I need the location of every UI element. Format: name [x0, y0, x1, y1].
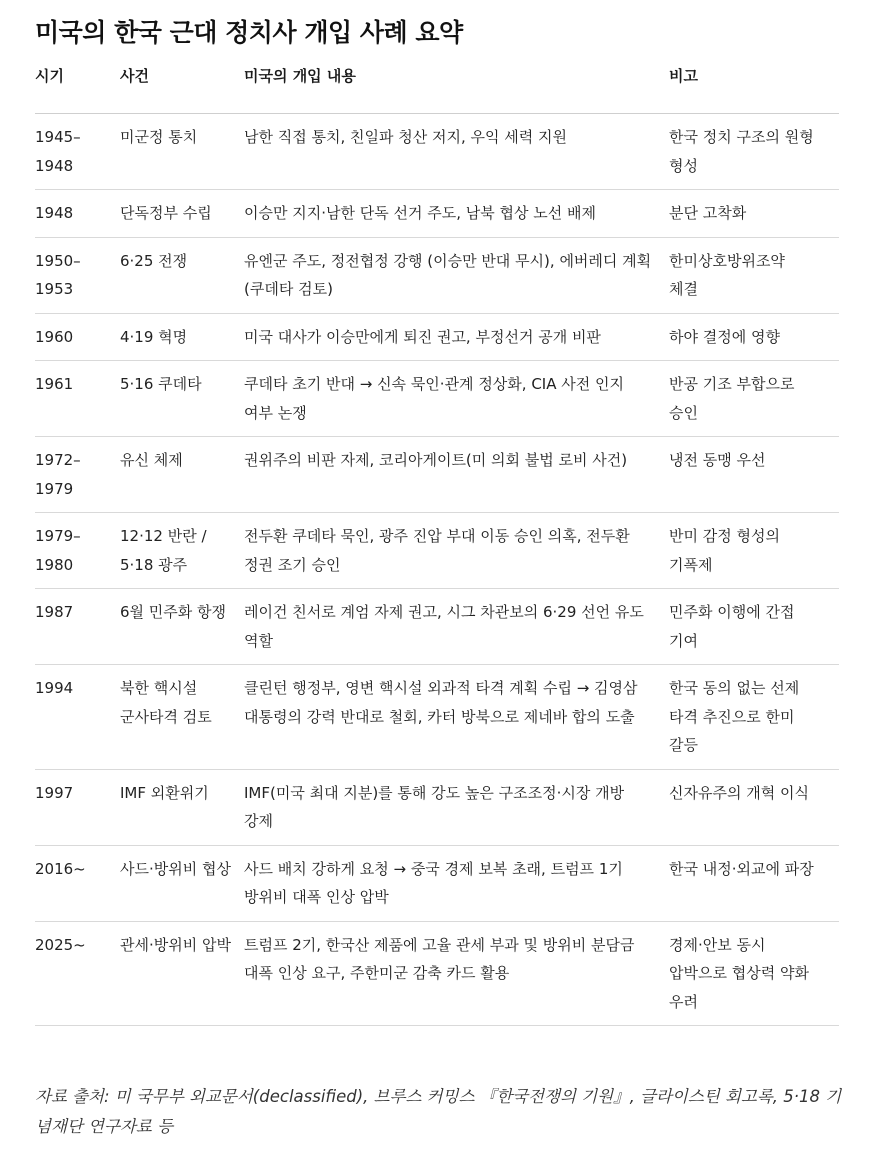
- cell-content: IMF(미국 최대 지분)를 통해 강도 높은 구조조정·시장 개방 강제: [244, 769, 669, 845]
- cell-note: 하야 결정에 영향: [669, 313, 839, 361]
- cell-content: 사드 배치 강하게 요청 → 중국 경제 보복 초래, 트럼프 1기 방위비 대폭 인상 압박: [244, 845, 669, 921]
- cell-event: 5·16 쿠데타: [120, 361, 244, 437]
- table-row: [35, 313, 839, 361]
- cell-period: 1945–1948: [35, 114, 120, 190]
- cell-period: 1979–1980: [35, 513, 120, 589]
- header-content: 미국의 개입 내용: [244, 62, 669, 114]
- cell-event: 미군정 통치: [120, 114, 244, 190]
- cell-content: 쿠데타 초기 반대 → 신속 묵인·관계 정상화, CIA 사전 인지 여부 논쟁: [244, 361, 669, 437]
- table-row: [35, 361, 839, 437]
- header-row: [35, 62, 839, 114]
- cell-content: 권위주의 비판 자제, 코리아게이트(미 의회 불법 로비 사건): [244, 437, 669, 513]
- table-row: [35, 665, 839, 770]
- intervention-table: [35, 62, 839, 1026]
- table-row: [35, 513, 839, 589]
- cell-period: 1972–1979: [35, 437, 120, 513]
- table-row: [35, 845, 839, 921]
- table-row: [35, 769, 839, 845]
- cell-event: 북한 핵시설 군사타격 검토: [120, 665, 244, 770]
- cell-content: 남한 직접 통치, 친일파 청산 저지, 우익 세력 지원: [244, 114, 669, 190]
- cell-event: IMF 외환위기: [120, 769, 244, 845]
- cell-period: 1987: [35, 589, 120, 665]
- cell-note: 냉전 동맹 우선: [669, 437, 839, 513]
- table-row: [35, 114, 839, 190]
- cell-event: 유신 체제: [120, 437, 244, 513]
- cell-event: 관세·방위비 압박: [120, 921, 244, 1026]
- header-note: 비고: [669, 62, 839, 114]
- table-row: [35, 237, 839, 313]
- document: [35, 14, 840, 1026]
- table-row: [35, 589, 839, 665]
- cell-period: 1948: [35, 190, 120, 238]
- cell-period: 1994: [35, 665, 120, 770]
- cell-period: 2025~: [35, 921, 120, 1026]
- cell-note: 신자유주의 개혁 이식: [669, 769, 839, 845]
- cell-event: 6·25 전쟁: [120, 237, 244, 313]
- cell-event: 6월 민주화 항쟁: [120, 589, 244, 665]
- cell-event: 단독정부 수립: [120, 190, 244, 238]
- source-note: 자료 출처: 미 국무부 외교문서(declassified), 브루스 커밍스 『한국전쟁의 기원』, 글라이스틴 회고록, 5·18 기념재단 연구자료 등: [35, 1087, 842, 1136]
- table-header: [35, 62, 839, 114]
- cell-note: 한국 동의 없는 선제 타격 추진으로 한미 갈등: [669, 665, 839, 770]
- cell-content: 전두환 쿠데타 묵인, 광주 진압 부대 이동 승인 의혹, 전두환 정권 조기 승인: [244, 513, 669, 589]
- table-body: [35, 114, 839, 1026]
- cell-note: 반공 기조 부합으로 승인: [669, 361, 839, 437]
- cell-event: 사드·방위비 협상: [120, 845, 244, 921]
- cell-content: 레이건 친서로 계엄 자제 권고, 시그 차관보의 6·29 선언 유도 역할: [244, 589, 669, 665]
- cell-period: 2016~: [35, 845, 120, 921]
- cell-note: 반미 감정 형성의 기폭제: [669, 513, 839, 589]
- table-row: [35, 190, 839, 238]
- cell-note: 한국 내정·외교에 파장: [669, 845, 839, 921]
- cell-note: 한국 정치 구조의 원형 형성: [669, 114, 839, 190]
- cell-period: 1950–1953: [35, 237, 120, 313]
- cell-content: 트럼프 2기, 한국산 제품에 고율 관세 부과 및 방위비 분담금 대폭 인상 요구, 주한미군 감축 카드 활용: [244, 921, 669, 1026]
- header-period: 시기: [35, 62, 120, 114]
- cell-event: 4·19 혁명: [120, 313, 244, 361]
- cell-note: 경제·안보 동시 압박으로 협상력 약화 우려: [669, 921, 839, 1026]
- cell-content: 이승만 지지·남한 단독 선거 주도, 남북 협상 노선 배제: [244, 190, 669, 238]
- cell-event: 12·12 반란 / 5·18 광주: [120, 513, 244, 589]
- header-event: 사건: [120, 62, 244, 114]
- cell-note: 분단 고착화: [669, 190, 839, 238]
- cell-content: 미국 대사가 이승만에게 퇴진 권고, 부정선거 공개 비판: [244, 313, 669, 361]
- cell-period: 1997: [35, 769, 120, 845]
- cell-period: 1961: [35, 361, 120, 437]
- page-title: 미국의 한국 근대 정치사 개입 사례 요약: [35, 18, 463, 47]
- table-row: [35, 437, 839, 513]
- cell-content: 유엔군 주도, 정전협정 강행 (이승만 반대 무시), 에버레디 계획(쿠데타 검토): [244, 237, 669, 313]
- cell-content: 클린턴 행정부, 영변 핵시설 외과적 타격 계획 수립 → 김영삼 대통령의 강력 반대로 철회, 카터 방북으로 제네바 합의 도출: [244, 665, 669, 770]
- cell-note: 한미상호방위조약 체결: [669, 237, 839, 313]
- cell-note: 민주화 이행에 간접 기여: [669, 589, 839, 665]
- cell-period: 1960: [35, 313, 120, 361]
- table-row: [35, 921, 839, 1026]
